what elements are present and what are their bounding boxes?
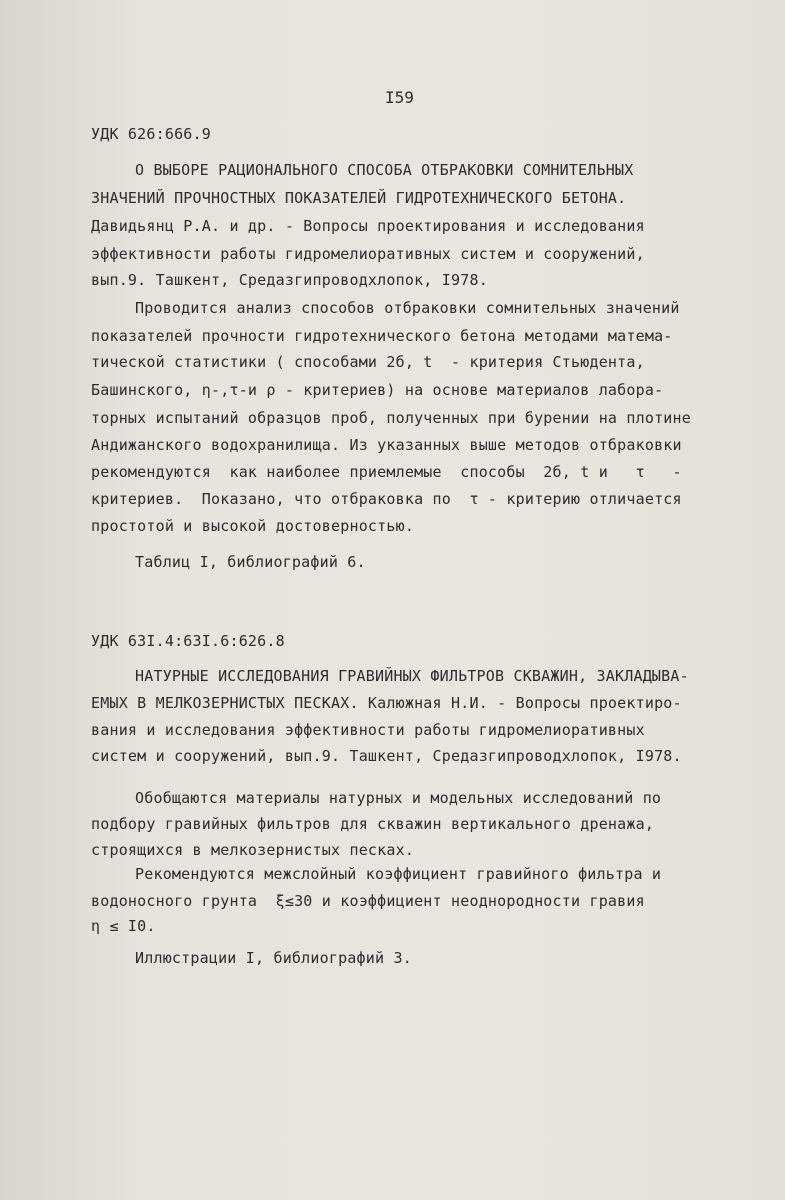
abstract-line: Рекомендуются межслойный коэффициент гравийного фильтра и bbox=[135, 865, 662, 883]
abstract-line: показателей прочности гидротехнического бетона методами матема- bbox=[91, 327, 673, 345]
abstract-line: торных испытаний образцов проб, полученных при бурении на плотине bbox=[91, 409, 691, 427]
entry-title-line: ЕМЫХ В МЕЛКОЗЕРНИСТЫХ ПЕСКАХ. Калюжная Н.И. - Вопросы проектиро- bbox=[91, 694, 682, 712]
entry-footer: Иллюстрации I, библиографий 3. bbox=[135, 949, 412, 967]
entry-title-line: НАТУРНЫЕ ИССЛЕДОВАНИЯ ГРАВИЙНЫХ ФИЛЬТРОВ СКВАЖИН, ЗАКЛАДЫВА- bbox=[135, 667, 689, 685]
abstract-line: Обобщаются материалы натурных и модельных исследований по bbox=[135, 789, 662, 807]
entry-reference-line: Давидьянц Р.А. и др. - Вопросы проектирования и исследования bbox=[91, 217, 645, 235]
abstract-line: рекомендуются как наиболее приемлемые способы 2б, t и τ - bbox=[91, 463, 682, 481]
entry-footer: Таблиц I, библиографий 6. bbox=[135, 553, 366, 571]
entry-reference-line: эффективности работы гидромелиоративных систем и сооружений, bbox=[91, 245, 645, 263]
abstract-line: Башинского, η-,τ-и ρ - критериев) на основе материалов лабора- bbox=[91, 381, 664, 399]
udk-code: УДК 626:666.9 bbox=[91, 125, 211, 143]
abstract-line: критериев. Показано, что отбраковка по τ - критерию отличается bbox=[91, 490, 682, 508]
abstract-line: простотой и высокой достоверностью. bbox=[91, 517, 415, 535]
entry-title-line: систем и сооружений, вып.9. Ташкент, Средазгипроводхлопок, I978. bbox=[91, 747, 682, 765]
udk-code: УДК 63I.4:63I.6:626.8 bbox=[91, 632, 285, 650]
abstract-line: η ≤ I0. bbox=[91, 917, 156, 935]
abstract-line: водоносного грунта ξ≤30 и коэффициент неоднородности гравия bbox=[91, 892, 645, 910]
abstract-line: тической статистики ( способами 2б, t - критерия Стьюдента, bbox=[91, 353, 645, 371]
page-number: I59 bbox=[385, 88, 414, 107]
abstract-line: строящихся в мелкозернистых песках. bbox=[91, 841, 415, 859]
abstract-line: Андижанского водохранилища. Из указанных выше методов отбраковки bbox=[91, 436, 682, 454]
entry-reference-line: вып.9. Ташкент, Средазгипроводхлопок, I978. bbox=[91, 271, 488, 289]
entry-title-line: вания и исследования эффективности работы гидромелиоративных bbox=[91, 721, 645, 739]
entry-title-line: О ВЫБОРЕ РАЦИОНАЛЬНОГО СПОСОБА ОТБРАКОВКИ СОМНИТЕЛЬНЫХ bbox=[135, 161, 634, 179]
abstract-line: Проводится анализ способов отбраковки сомнительных значений bbox=[135, 299, 680, 317]
abstract-line: подбору гравийных фильтров для скважин вертикального дренажа, bbox=[91, 815, 655, 833]
entry-title-line: ЗНАЧЕНИЙ ПРОЧНОСТНЫХ ПОКАЗАТЕЛЕЙ ГИДРОТЕХНИЧЕСКОГО БЕТОНА. bbox=[91, 189, 627, 207]
